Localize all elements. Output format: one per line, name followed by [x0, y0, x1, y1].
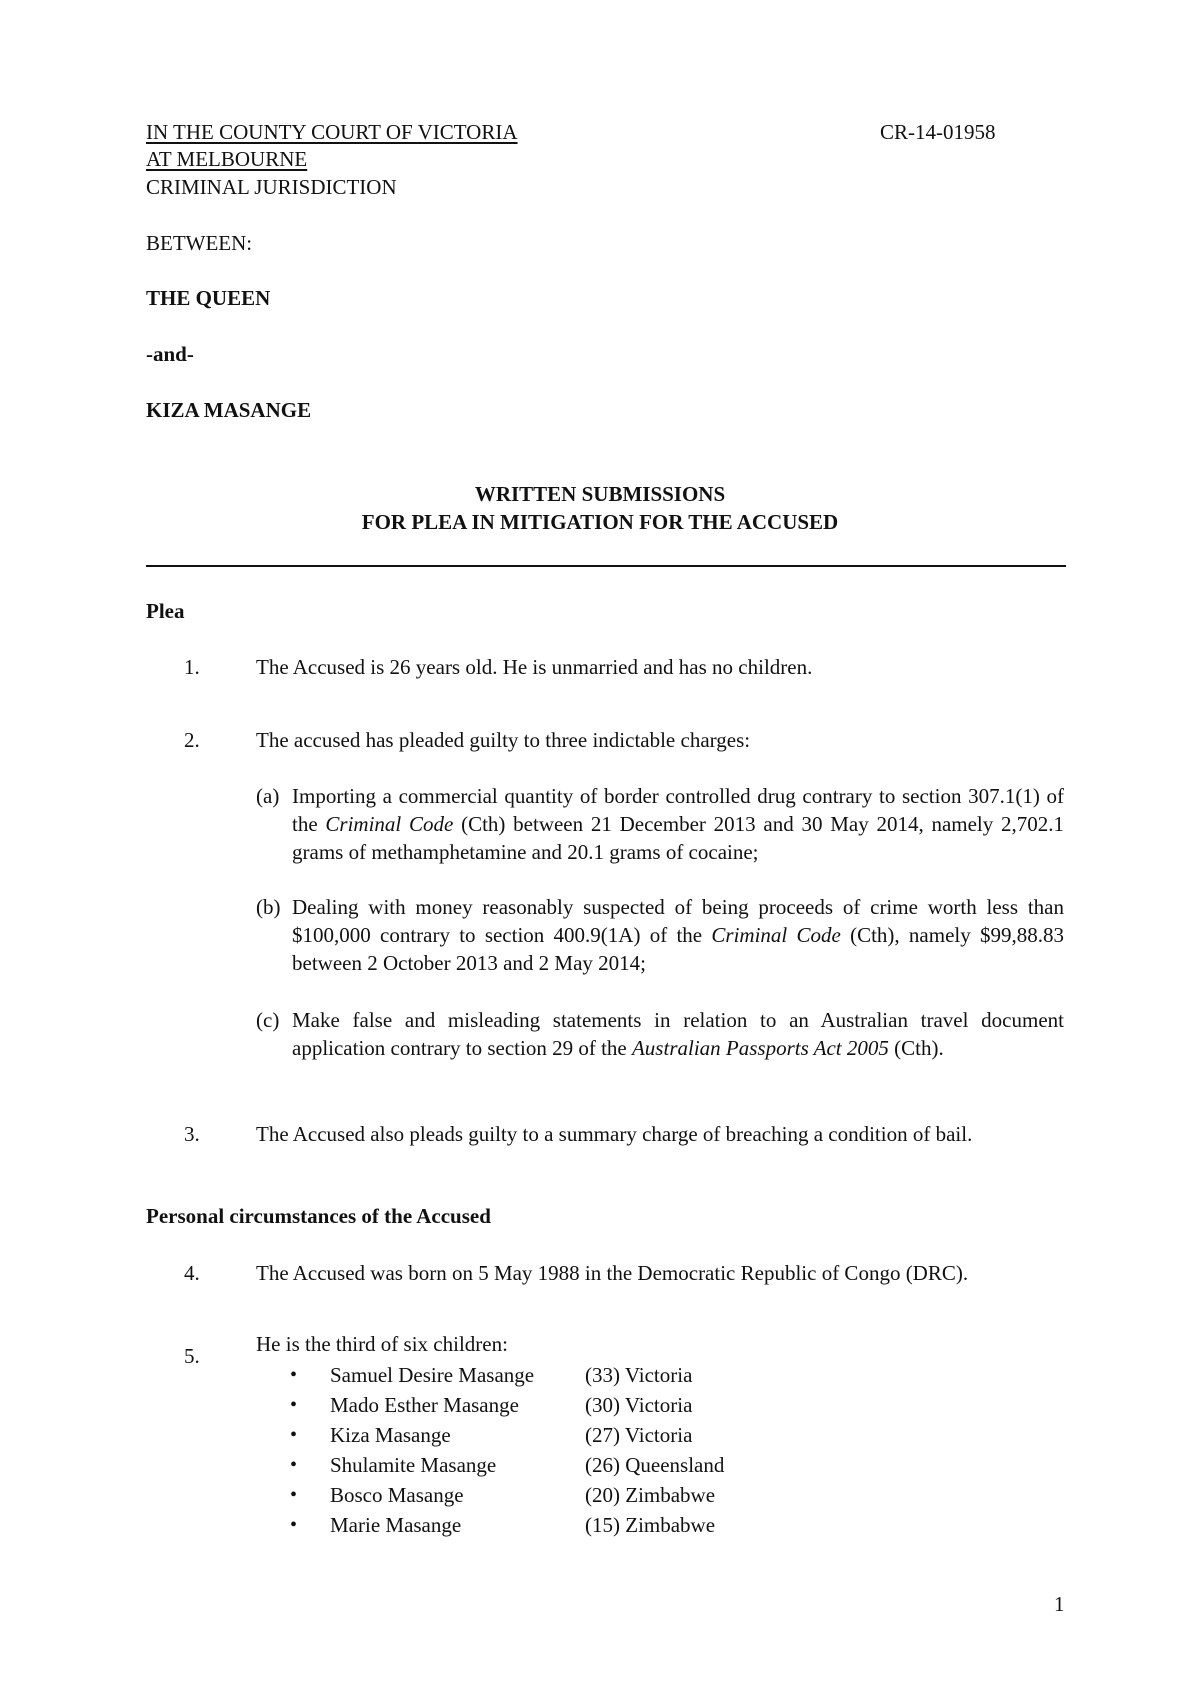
party-accused: KIZA MASANGE: [146, 398, 312, 422]
court-location: AT MELBOURNE: [146, 147, 308, 171]
and-separator: -and-: [146, 342, 194, 366]
charge-label: (b): [256, 895, 281, 919]
document-title-line1: WRITTEN SUBMISSIONS: [474, 482, 726, 506]
paragraph-5: He is the third of six children:: [256, 1332, 508, 1356]
bullet-icon: •: [290, 1454, 298, 1476]
jurisdiction: CRIMINAL JURISDICTION: [146, 175, 397, 199]
page-number: 1: [1054, 1592, 1065, 1616]
charge-label: (a): [256, 784, 280, 808]
section-heading-personal: Personal circumstances of the Accused: [146, 1204, 491, 1228]
case-number: CR-14-01958: [880, 120, 996, 144]
court-name: IN THE COUNTY COURT OF VICTORIA: [146, 120, 518, 144]
paragraph-4: The Accused was born on 5 May 1988 in the Democratic Republic of Congo (DRC).: [256, 1261, 969, 1285]
document-title-line2: FOR PLEA IN MITIGATION FOR THE ACCUSED: [361, 510, 839, 534]
paragraph-number: 2.: [184, 728, 200, 752]
document-page: IN THE COUNTY COURT OF VICTORIA CR-14-01958 AT MELBOURNE CRIMINAL JURISDICTION BETWEEN: THE QUEEN -and- KIZA MASANGE WRITTEN SUBMISSIONS FOR PLEA IN MITIGATION FOR THE ACCUSED Plea 1. The Accused is 26 years old. He is unmarried and has no children. 2. The accused has pleaded guilty to three indictable charges: (a) Importing a commercial quantity of border controlled drug contrary to section 307.1(1) of the Criminal Code (Cth) between 21 December 2013 and 30 May 2014, namely 2,702.1 grams of methamphetamine and 20.1 grams of cocaine; (b) Dealing with money reasonably suspected of being proceeds of crime worth less than $100,000 contrary to section 400.9(1A) of the Criminal Code (Cth), namely $99,88.83 between 2 October 2013 and 2 May 2014; (c) Make false and misleading statements in relation to an Australian travel document application contrary to section 29 of the Australian Passports Act 2005 (Cth). 3. The Accused also pleads guilty to a summary charge of breaching a condition of bail. Personal circumstances of the Accused 4. The Accused was born on 5 May 1988 in the Democratic Republic of Congo (DRC). 5. He is the third of six children: • Samuel Desire Masange (33) Victoria • Mado Esther Masange (30) Victoria • Kiza Masange (27) Victoria • Shulamite Masange (26) Queensland • Bosco Masange (20) Zimbabwe • Marie Masange (15) Zimbabwe 1: [0, 0, 1200, 1698]
paragraph-number: 4.: [184, 1261, 200, 1285]
bullet-icon: •: [290, 1484, 298, 1506]
paragraph-number: 3.: [184, 1122, 200, 1146]
title-divider: [146, 565, 1066, 567]
charge-label: (c): [256, 1008, 280, 1032]
section-heading-plea: Plea: [146, 599, 185, 623]
charge-a: (a) Importing a commercial quantity of border controlled drug contrary to section 307.1(1) of the Criminal Code (Cth) between 21 December 2013 and 30 May 2014, namely 2,702.1 grams of methamphetamine and 20.1 grams of cocaine;: [256, 784, 1064, 864]
bullet-icon: •: [290, 1514, 298, 1536]
paragraph-number: 1.: [184, 655, 200, 679]
bullet-icon: •: [290, 1394, 298, 1416]
paragraph-number: 5.: [184, 1344, 200, 1368]
paragraph-2: The accused has pleaded guilty to three indictable charges:: [256, 728, 751, 752]
bullet-icon: •: [290, 1424, 298, 1446]
charge-b: (b) Dealing with money reasonably suspected of being proceeds of crime worth less than $100,000 contrary to section 400.9(1A) of the Criminal Code (Cth), namely $99,88.83 between 2 October 2013 and 2 May 2014;: [256, 895, 1064, 975]
paragraph-3: The Accused also pleads guilty to a summary charge of breaching a condition of bail.: [256, 1122, 973, 1146]
party-prosecution: THE QUEEN: [146, 286, 271, 310]
charge-c: (c) Make false and misleading statements in relation to an Australian travel document application contrary to section 29 of the Australian Passports Act 2005 (Cth).: [256, 1008, 1064, 1060]
paragraph-1: The Accused is 26 years old. He is unmarried and has no children.: [256, 655, 813, 679]
bullet-icon: •: [290, 1364, 298, 1386]
between-label: BETWEEN:: [146, 231, 253, 255]
